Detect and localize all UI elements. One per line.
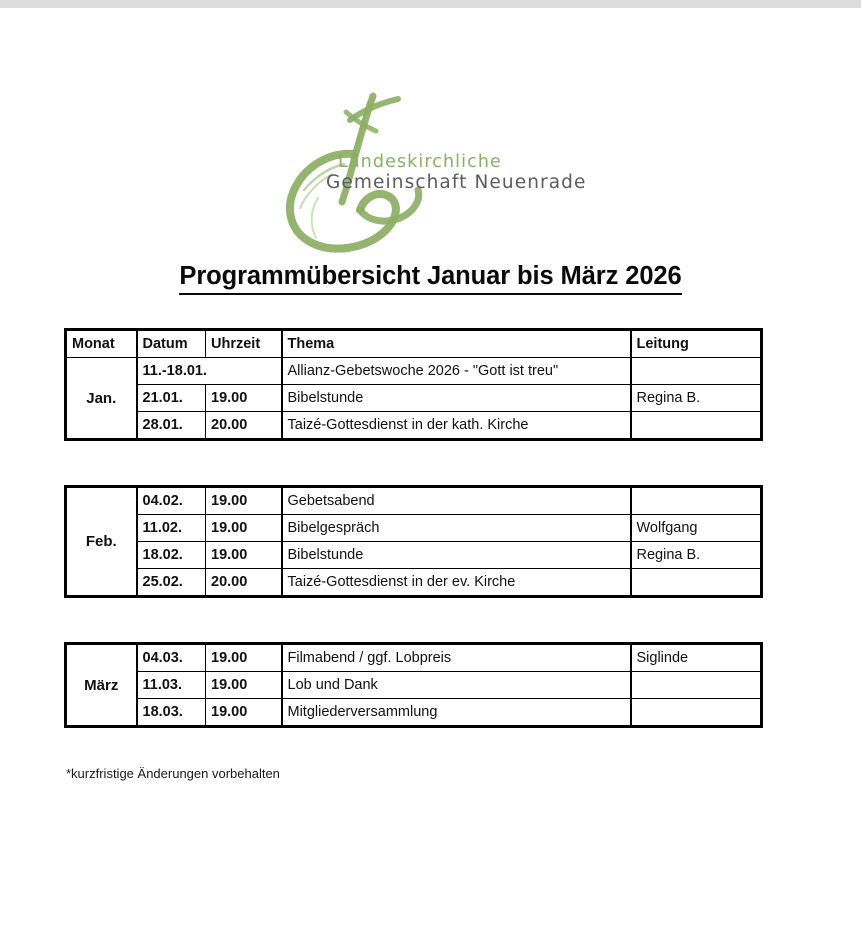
cell-datum: 04.03. (137, 645, 206, 672)
footnote-disclaimer: *kurzfristige Änderungen vorbehalten (66, 766, 280, 781)
cell-leitung (631, 569, 761, 596)
cell-leitung (631, 358, 761, 385)
cell-uhrzeit: 19.00 (206, 385, 282, 412)
cell-leitung: Regina B. (631, 542, 761, 569)
month-label-cell: Jan. (67, 358, 137, 439)
cell-thema: Bibelgespräch (282, 515, 631, 542)
cell-thema: Mitgliederversammlung (282, 699, 631, 726)
cell-datum: 04.02. (137, 488, 206, 515)
cell-datum: 18.02. (137, 542, 206, 569)
column-header-thema: Thema (282, 331, 631, 358)
cell-thema: Taizé-Gottesdienst in der kath. Kirche (282, 412, 631, 439)
cell-thema: Bibelstunde (282, 385, 631, 412)
cell-uhrzeit: 20.00 (206, 569, 282, 596)
table-row (67, 645, 761, 672)
window-top-strip (0, 0, 861, 8)
cell-thema: Gebetsabend (282, 488, 631, 515)
table-row (67, 412, 761, 439)
cell-uhrzeit: 19.00 (206, 515, 282, 542)
organization-logo (0, 90, 861, 262)
document-page (0, 8, 861, 928)
column-header-leitung: Leitung (631, 331, 761, 358)
cell-thema: Allianz-Gebetswoche 2026 - "Gott ist treu" (282, 358, 631, 385)
cell-leitung (631, 699, 761, 726)
month-label-cell: März (67, 645, 137, 726)
cell-datum: 25.02. (137, 569, 206, 596)
table-row (67, 515, 761, 542)
column-header-uhrzeit: Uhrzeit (206, 331, 282, 358)
cell-uhrzeit: 19.00 (206, 699, 282, 726)
table-row (67, 358, 761, 385)
column-header-datum: Datum (137, 331, 206, 358)
cell-thema: Taizé-Gottesdienst in der ev. Kirche (282, 569, 631, 596)
cell-leitung (631, 672, 761, 699)
table-header-row (67, 331, 761, 358)
cell-uhrzeit: 19.00 (206, 672, 282, 699)
table-row (67, 385, 761, 412)
cell-leitung: Siglinde (631, 645, 761, 672)
page-title-text: Programmübersicht Januar bis März 2026 (179, 262, 681, 295)
cell-datum: 11.-18.01. (137, 358, 282, 385)
cell-leitung: Wolfgang (631, 515, 761, 542)
cell-datum: 11.03. (137, 672, 206, 699)
cell-datum: 11.02. (137, 515, 206, 542)
cell-datum: 21.01. (137, 385, 206, 412)
table-row (67, 672, 761, 699)
logo-line-gemeinschaft-neuenrade: Gemeinschaft Neuenrade (326, 172, 587, 193)
column-header-monat: Monat (67, 331, 137, 358)
month-label-cell: Feb. (67, 488, 137, 596)
cell-leitung (631, 412, 761, 439)
cell-datum: 18.03. (137, 699, 206, 726)
cell-thema: Filmabend / ggf. Lobpreis (282, 645, 631, 672)
cell-uhrzeit: 19.00 (206, 488, 282, 515)
cell-uhrzeit: 19.00 (206, 542, 282, 569)
schedule-table-february (66, 487, 761, 596)
logo-line-landeskirchliche: Landeskirchliche (338, 152, 502, 172)
cell-leitung: Regina B. (631, 385, 761, 412)
cell-uhrzeit: 19.00 (206, 645, 282, 672)
cell-thema: Bibelstunde (282, 542, 631, 569)
cell-datum: 28.01. (137, 412, 206, 439)
table-row (67, 699, 761, 726)
cell-leitung (631, 488, 761, 515)
table-row (67, 488, 761, 515)
table-row (67, 542, 761, 569)
schedule-table-march (66, 644, 761, 726)
schedule-table-january (66, 330, 761, 439)
table-row (67, 569, 761, 596)
cell-uhrzeit: 20.00 (206, 412, 282, 439)
page-title (0, 262, 861, 291)
cell-thema: Lob und Dank (282, 672, 631, 699)
